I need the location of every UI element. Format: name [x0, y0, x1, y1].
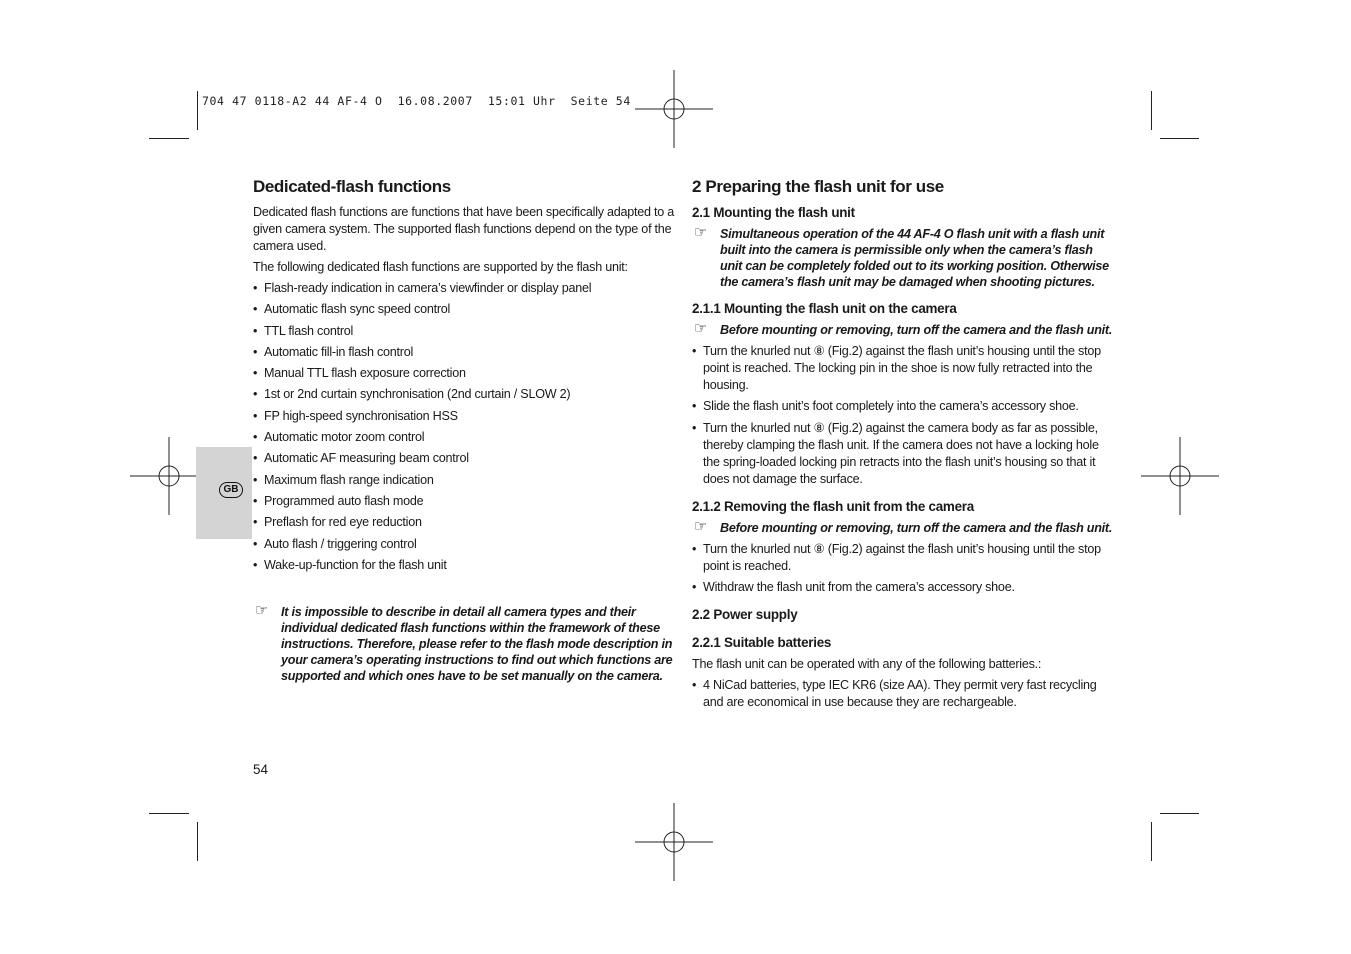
list-item: • Preflash for red eye reduction	[253, 514, 677, 531]
list-item: • Wake-up-function for the flash unit	[253, 557, 677, 574]
crop-mark	[197, 91, 198, 130]
function-list	[253, 280, 677, 574]
crop-mark	[1151, 91, 1152, 130]
registration-mark-icon	[1141, 437, 1219, 515]
instruction-list	[692, 343, 1116, 488]
note-text: Before mounting or removing, turn off the camera and the flash unit.	[720, 520, 1113, 535]
list-item: • Auto flash / triggering control	[253, 536, 677, 553]
list-item: • Maximum flash range indication	[253, 472, 677, 489]
list-intro: The following dedicated flash functions are supported by the flash unit:	[253, 260, 628, 274]
battery-list	[692, 677, 1116, 711]
pointing-hand-icon: ☞	[694, 320, 708, 337]
pointing-hand-icon: ☞	[255, 601, 269, 619]
note-block	[692, 322, 1116, 338]
intro-paragraph: Dedicated flash functions are functions that have been specifically adapted to a given camera system. The supported flash functions depend on the type of the camera used.	[253, 205, 675, 253]
instruction-list	[692, 541, 1116, 596]
note-text: Before mounting or removing, turn off the camera and the flash unit.	[720, 323, 1113, 337]
list-item: • Automatic motor zoom control	[253, 429, 677, 446]
list-item: • Turn the knurled nut ⑧ (Fig.2) against the camera body as far as possible, thereby clamping the flash unit. If the camera does not have a locking hole the spring-loaded locking pin retracts into the flash unit’s housing so that it does not damage the surface.	[692, 420, 1116, 488]
list-item: • Slide the flash unit’s foot completely into the camera’s accessory shoe.	[692, 398, 1116, 415]
crop-mark	[1160, 138, 1199, 139]
chapter-title: 2 Preparing the flash unit for use	[692, 177, 944, 196]
note-block	[253, 601, 677, 684]
crop-mark	[149, 138, 189, 139]
pointing-hand-icon: ☞	[694, 517, 708, 535]
crop-mark	[1160, 813, 1199, 814]
subsection-title: 2.2 Power supply	[692, 607, 798, 623]
list-item: • Automatic fill-in flash control	[253, 344, 677, 361]
note-text: It is impossible to describe in detail all camera types and their individual dedicated flash functions within the framework of these instructions. Therefore, please refer to the flash mode description in your camera’s operating instructions to find out which functions are supported and which ones have to be set manually on the camera.	[281, 604, 673, 683]
list-item: • Turn the knurled nut ⑧ (Fig.2) against the flash unit’s housing until the stop point is reached.	[692, 541, 1116, 575]
pointing-hand-icon: ☞	[694, 224, 708, 241]
crop-mark	[1151, 822, 1152, 861]
note-block	[692, 226, 1116, 290]
list-item: • Programmed auto flash mode	[253, 493, 677, 510]
crop-mark	[197, 822, 198, 861]
subsection-title: 2.1 Mounting the flash unit	[692, 205, 855, 220]
list-item: • Withdraw the flash unit from the camera’s accessory shoe.	[692, 579, 1116, 596]
print-slug-line: 704 47 0118-A2 44 AF-4 O 16.08.2007 15:01 Uhr Seite 54	[202, 94, 631, 108]
registration-mark-icon	[635, 803, 713, 881]
right-column	[692, 176, 1116, 716]
note-block	[692, 517, 1116, 536]
left-column	[253, 176, 677, 689]
list-item: • Turn the knurled nut ⑧ (Fig.2) against the flash unit’s housing until the stop point is reached. The locking pin in the shoe is now fully retracted into the housing.	[692, 343, 1116, 394]
list-item: • Flash-ready indication in camera’s viewfinder or display panel	[253, 280, 677, 297]
registration-mark-icon	[635, 70, 713, 148]
list-item: • 1st or 2nd curtain synchronisation (2nd curtain / SLOW 2)	[253, 386, 677, 403]
list-item: • Manual TTL flash exposure correction	[253, 365, 677, 382]
list-item: • FP high-speed synchronisation HSS	[253, 408, 677, 425]
subsection-title: 2.2.1 Suitable batteries	[692, 635, 832, 651]
batteries-intro: The flash unit can be operated with any of the following batteries.:	[692, 657, 1042, 672]
section-title: Dedicated-flash functions	[253, 177, 451, 196]
subsection-title: 2.1.2 Removing the flash unit from the camera	[692, 498, 974, 514]
list-item: • Automatic AF measuring beam control	[253, 450, 677, 467]
crop-mark	[149, 813, 189, 814]
list-item: • Automatic flash sync speed control	[253, 301, 677, 318]
page-number: 54	[253, 762, 269, 777]
note-text: Simultaneous operation of the 44 AF-4 O flash unit with a flash unit built into the camera is permissible only when the camera’s flash unit can be completely folded out to its working position. Otherwise the camera’s flash unit may be damaged when shooting pictures.	[720, 227, 1109, 289]
language-badge: GB	[219, 482, 243, 498]
subsection-title: 2.1.1 Mounting the flash unit on the camera	[692, 301, 957, 316]
list-item: • TTL flash control	[253, 323, 677, 340]
list-item: • 4 NiCad batteries, type IEC KR6 (size AA). They permit very fast recycling and are economical in use because they are rechargeable.	[692, 677, 1116, 711]
